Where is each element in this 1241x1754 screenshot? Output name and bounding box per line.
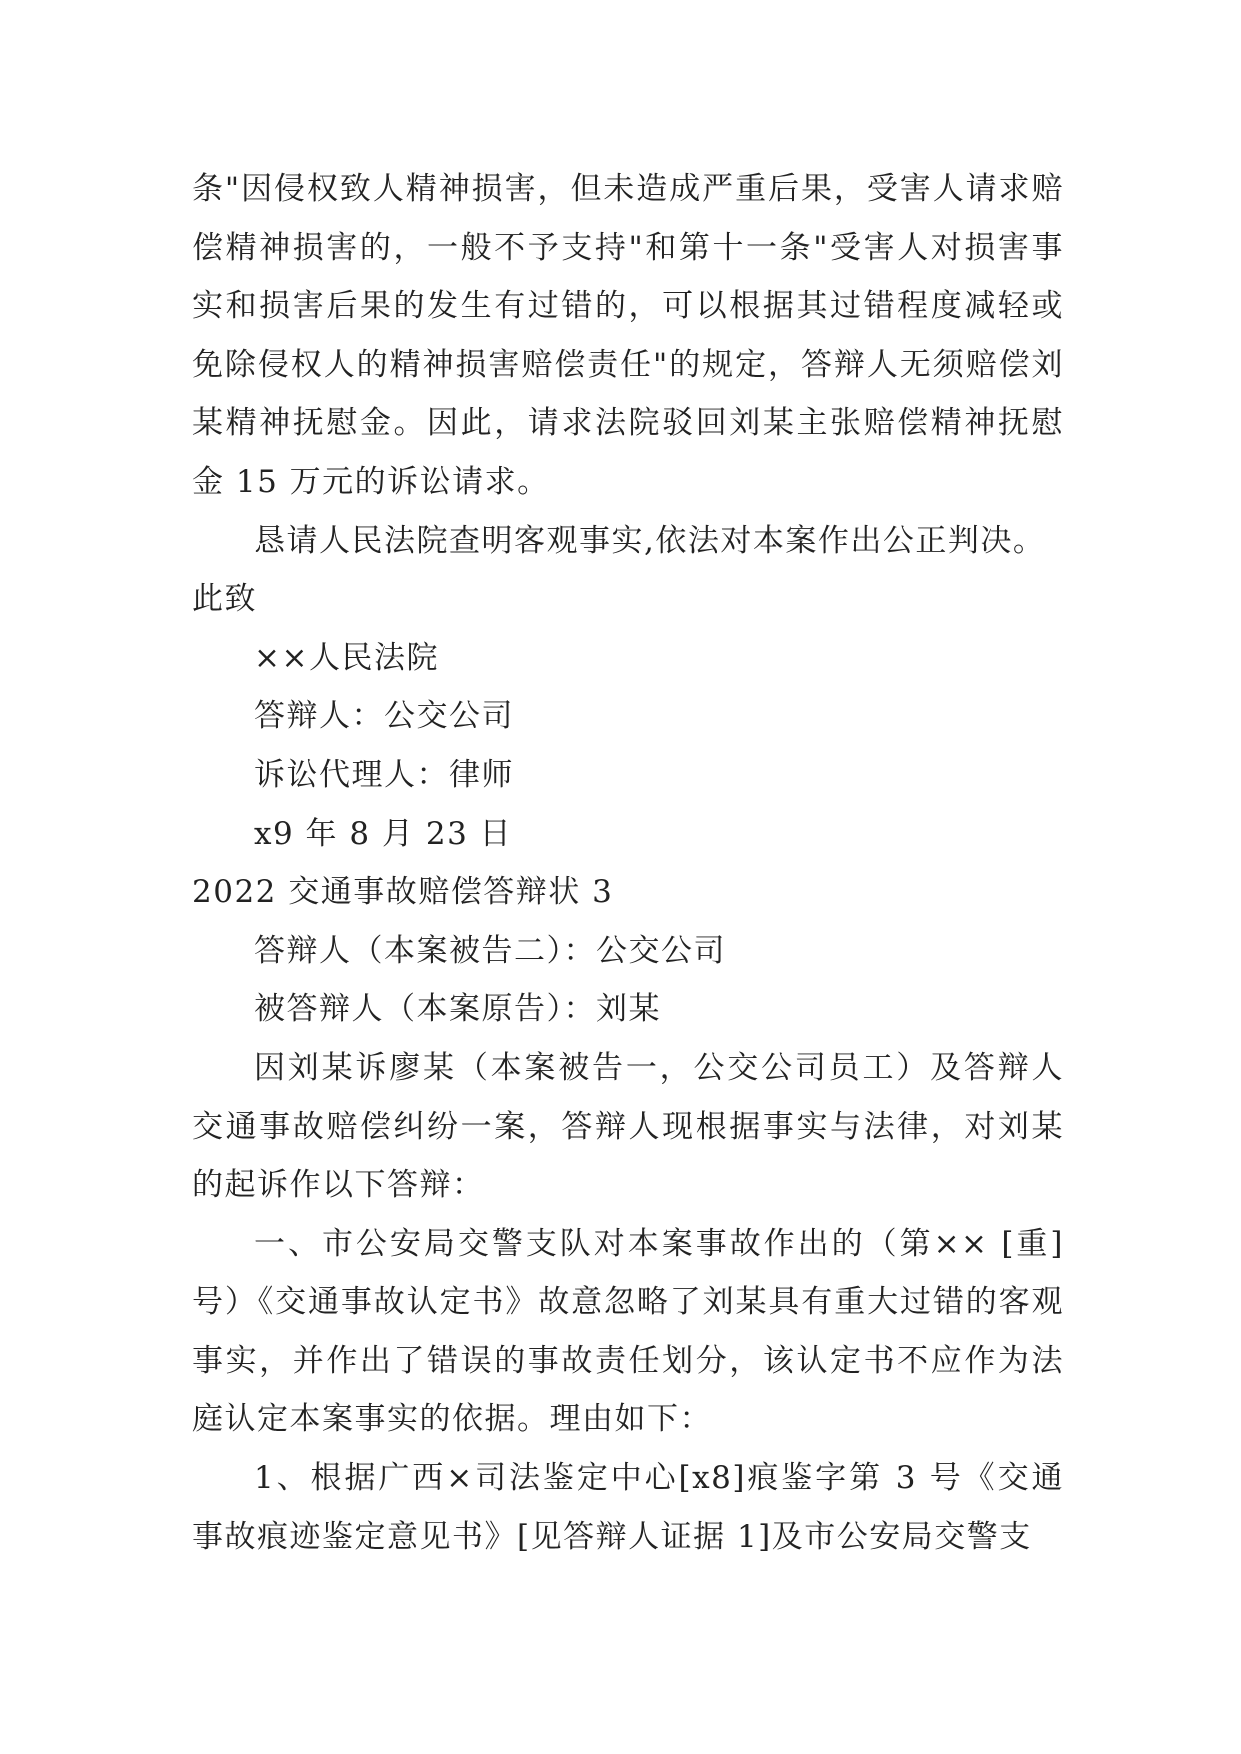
paragraph-case-intro: 因刘某诉廖某（本案被告一，公交公司员工）及答辩人交通事故赔偿纠纷一案，答辩人现根据事实与法律，对刘某的起诉作以下答辩： [192, 1049, 1064, 1204]
paragraph-mental-damage-argument: 条"因侵权致人精神损害，但未造成严重后果，受害人请求赔偿精神损害的，一般不予支持"和第十一条"受害人对损害事实和损害后果的发生有过错的，可以根据其过错程度减轻或免除侵权人的精神损害赔偿责任"的规定，答辩人无须赔偿刘某精神抚慰金。因此，请求法院驳回刘某主张赔偿精神抚慰金 15 万元的诉讼请求。 [192, 171, 1064, 500]
paragraph-salutation: 此致 [192, 581, 257, 618]
document-body [192, 160, 1064, 1566]
paragraph-respondent-party: 答辩人（本案被告二）：公交公司 [254, 932, 726, 969]
paragraph-court-name: ××人民法院 [254, 639, 439, 676]
section-heading: 2022 交通事故赔偿答辩状 3 [192, 874, 614, 911]
paragraph-plaintiff-party: 被答辩人（本案原告）：刘某 [254, 991, 661, 1028]
paragraph-agent: 诉讼代理人：律师 [254, 756, 514, 793]
paragraph-request-judgment: 恳请人民法院查明客观事实,依法对本案作出公正判决。 [254, 522, 1046, 559]
paragraph-point-one: 一、市公安局交警支队对本案事故作出的（第×× [重]号）《交通事故认定书》故意忽略了刘某具有重大过错的客观事实，并作出了错误的事故责任划分，该认定书不应作为法庭认定本案事实的依据。理由如下： [192, 1225, 1064, 1438]
paragraph-reason-one: 1、根据广西×司法鉴定中心[x8]痕鉴字第 3 号《交通事故痕迹鉴定意见书》[见答辩人证据 1]及市公安局交警支 [192, 1460, 1064, 1555]
paragraph-respondent: 答辩人：公交公司 [254, 698, 514, 735]
paragraph-date: x9 年 8 月 23 日 [254, 815, 513, 852]
